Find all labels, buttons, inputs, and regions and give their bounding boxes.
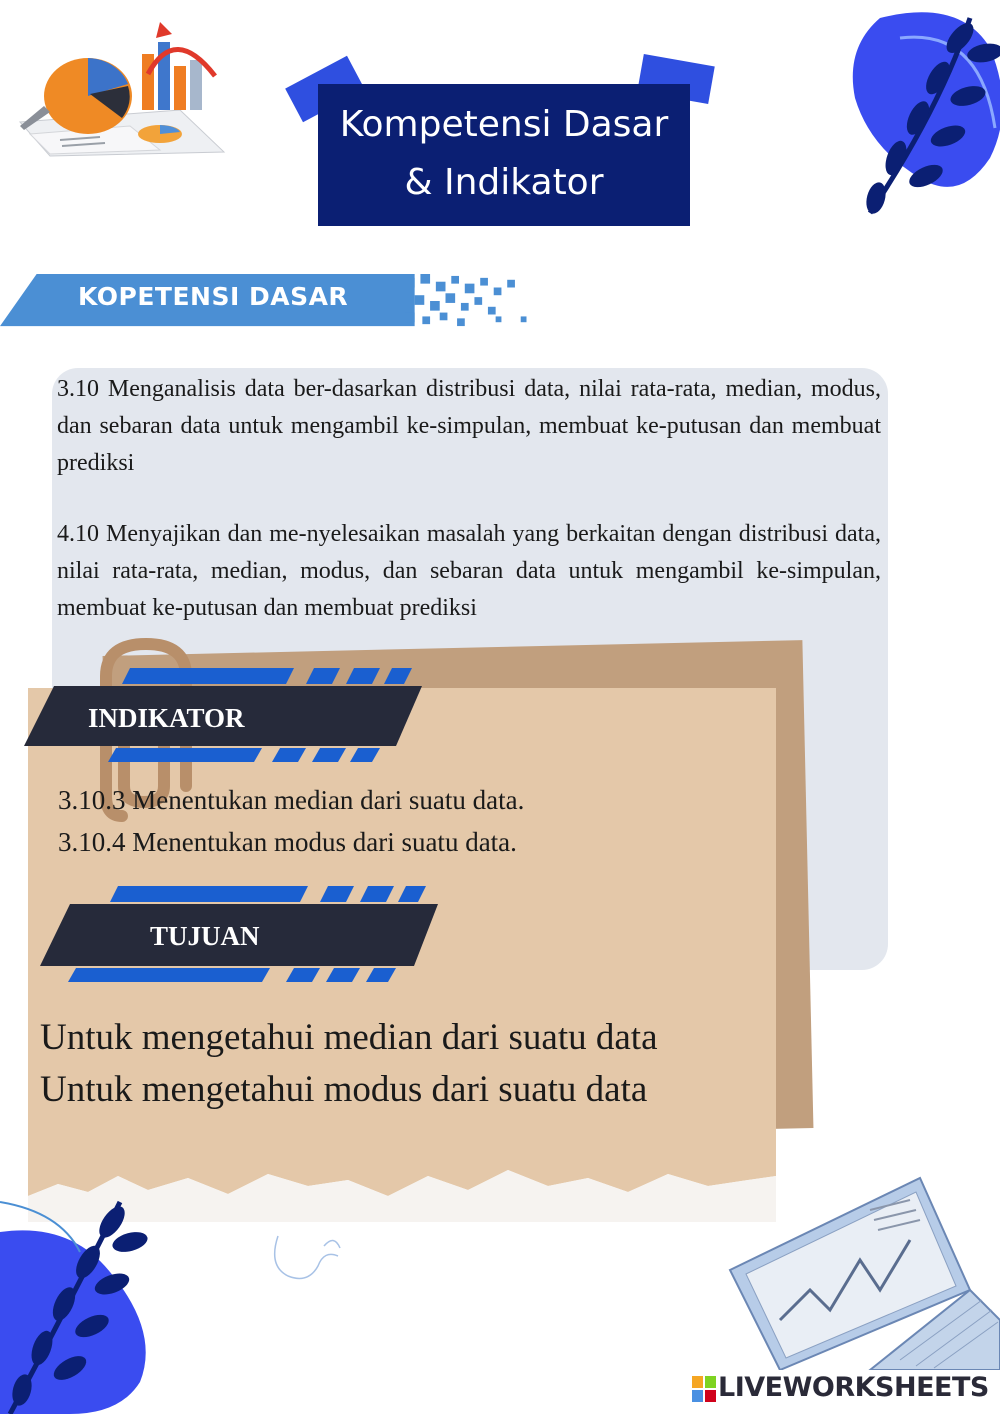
chart-illustration-icon (10, 14, 230, 159)
kd-item-4-10: 4.10 Menyajikan dan me-nyelesaikan masalah yang berkaitan dengan distribusi data, nilai rata-rata, median, modus, dan sebaran data untuk mengambil ke-simpulan, membuat ke-putusan dan membuat prediksi (57, 521, 881, 621)
laptop-sketch-icon (720, 1170, 1000, 1370)
indikator-item-2: 3.10.4 Menentukan modus dari suatu data. (58, 827, 517, 857)
indikator-item-1: 3.10.3 Menentukan median dari suatu data. (58, 785, 525, 815)
indikator-heading: INDIKATOR (88, 703, 245, 733)
tujuan-heading: TUJUAN (150, 921, 260, 951)
leaf-branch-icon (840, 8, 1000, 230)
page-title-line1: Kompetensi Dasar (339, 104, 669, 145)
liveworksheets-brand: LIVEWORKSHEETS (718, 1372, 989, 1403)
doodle-icon (268, 1226, 348, 1286)
liveworksheets-logo-icon (692, 1376, 716, 1402)
page-title (318, 84, 690, 226)
tujuan-item-2: Untuk mengetahui modus dari suatu data (40, 1069, 648, 1110)
tujuan-item-1: Untuk mengetahui median dari suatu data (40, 1017, 658, 1058)
page-title-line2: & Indikator (404, 162, 604, 203)
leaf-branch-icon-bottom (0, 1192, 200, 1414)
kd-heading: KOPETENSI DASAR (78, 282, 349, 311)
kd-item-3-10: 3.10 Menganalisis data ber-dasarkan distribusi data, nilai rata-rata, median, modus, dan sebaran data untuk mengambil ke-simpulan, membuat ke-putusan dan membuat prediksi (57, 376, 881, 476)
